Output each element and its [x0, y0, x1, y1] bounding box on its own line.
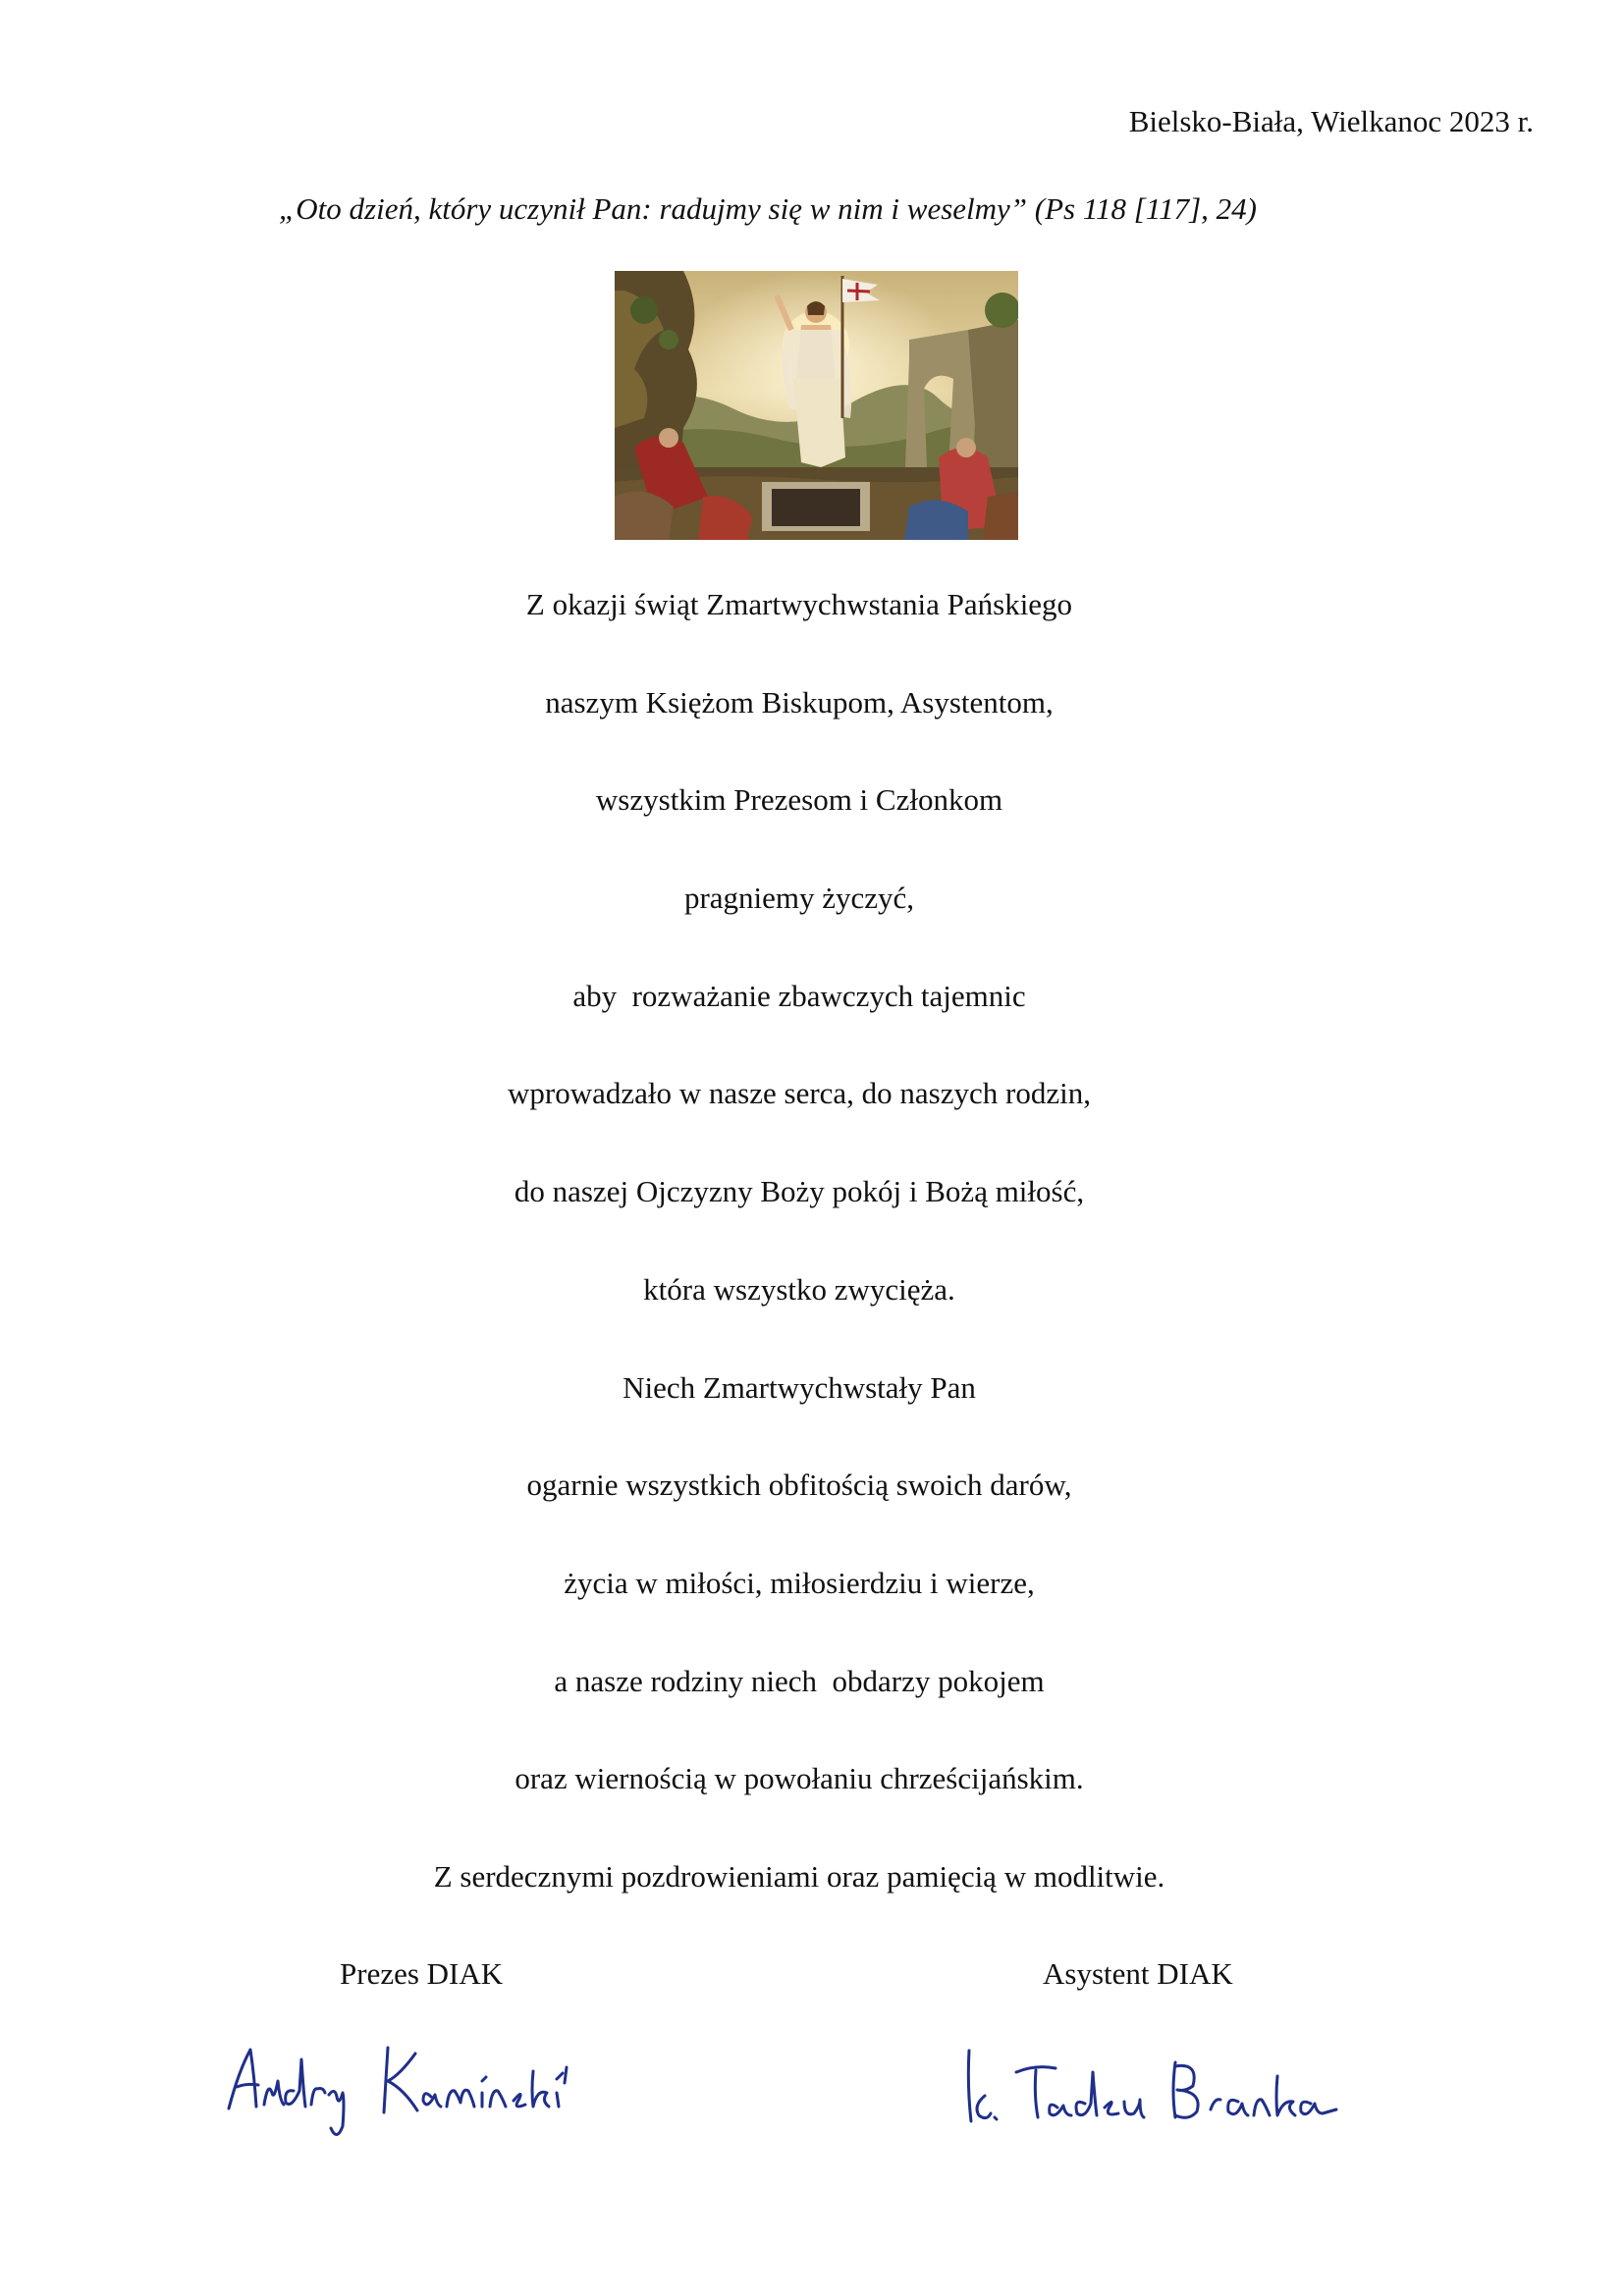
greeting-line-3: wszystkim Prezesom i Członkom [595, 782, 1003, 817]
greeting-line-13: oraz wiernością w powołaniu chrześcijańskim. [514, 1761, 1084, 1795]
bible-quote: „Oto dzień, który uczynił Pan: radujmy się w nim i weselmy” (Ps 118 [117], 24) [279, 191, 1257, 226]
left-signature [221, 2032, 614, 2150]
greeting-line-5: aby rozważanie zbawczych tajemnic [572, 979, 1026, 1013]
greeting-line-14: Z serdecznymi pozdrowieniami oraz pamięcią w modlitwie. [433, 1859, 1165, 1894]
greeting-line-11: życia w miłości, miłosierdziu i wierze, [564, 1566, 1035, 1600]
left-signatory-title: Prezes DIAK [340, 1956, 504, 1991]
date-line: Bielsko-Biała, Wielkanoc 2023 r. [1128, 104, 1534, 138]
resurrection-painting-image [615, 271, 1018, 540]
greeting-line-10: ogarnie wszystkich obfitością swoich darów, [526, 1468, 1072, 1502]
greeting-line-6: wprowadzało w nasze serca, do naszych rodzin, [508, 1076, 1091, 1110]
greeting-line-2: naszym Księżom Biskupom, Asystentom, [545, 685, 1054, 720]
right-signatory-title: Asystent DIAK [1043, 1956, 1233, 1991]
greeting-line-4: pragniemy życzyć, [683, 881, 915, 915]
greeting-line-1: Z okazji świąt Zmartwychwstania Pańskiego [525, 587, 1073, 621]
greeting-line-7: do naszej Ojczyzny Boży pokój i Bożą miłość, [514, 1174, 1085, 1208]
greeting-line-9: Niech Zmartwychwstały Pan [623, 1370, 976, 1405]
greeting-line-12: a nasze rodziny niech obdarzy pokojem [554, 1664, 1045, 1698]
greeting-line-8: która wszystko zwycięża. [643, 1272, 955, 1307]
right-signature [957, 2037, 1350, 2145]
